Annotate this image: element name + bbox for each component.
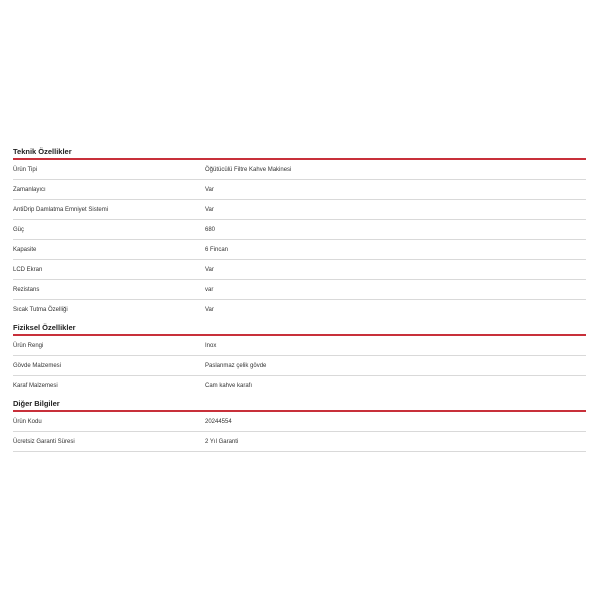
spec-label: Ürün Kodu [13,418,42,425]
spec-label: Ürün Rengi [13,342,44,349]
spec-label: Sıcak Tutma Özelliği [13,306,68,313]
spec-label: Kapasite [13,246,37,253]
spec-row-power [13,220,586,240]
section-title: Teknik Özellikler [13,144,586,160]
section-physical-specs [13,320,586,395]
spec-label: Karaf Malzemesi [13,382,58,389]
spec-value: Var [205,306,214,313]
spec-label: Gövde Malzemesi [13,362,62,369]
spec-value: var [205,286,214,293]
spec-value: Cam kahve karafı [205,382,253,389]
spec-value: 6 Fincan [205,246,229,253]
spec-row-color [13,336,586,356]
spec-row-lcd-screen [13,260,586,280]
spec-value: Var [205,186,214,193]
spec-label: Ücretsiz Garanti Süresi [13,438,75,445]
spec-label: Zamanlayıcı [13,186,46,193]
spec-row-product-code [13,412,586,432]
spec-row-antidrip [13,200,586,220]
spec-value: Öğütücülü Filtre Kahve Makinesi [205,166,292,173]
product-specifications [13,144,586,452]
spec-value: 680 [205,226,216,233]
spec-label: Ürün Tipi [13,166,38,173]
spec-label: LCD Ekran [13,266,43,273]
spec-row-product-type [13,160,586,180]
section-technical-specs [13,144,586,319]
spec-row-resistance [13,280,586,300]
spec-label: Rezistans [13,286,40,293]
spec-label: AntiDrip Damlatma Emniyet Sistemi [13,206,109,213]
spec-row-carafe-material [13,376,586,395]
spec-value: Var [205,266,214,273]
spec-value: Inox [205,342,217,349]
spec-value: Paslanmaz çelik gövde [205,362,267,369]
spec-row-keep-warm [13,300,586,319]
spec-row-warranty [13,432,586,452]
spec-value: 2 Yıl Garanti [205,438,239,445]
spec-row-timer [13,180,586,200]
spec-row-capacity [13,240,586,260]
spec-value: 20244554 [205,418,232,425]
section-title: Fiziksel Özellikler [13,320,586,336]
spec-row-body-material [13,356,586,376]
spec-value: Var [205,206,214,213]
section-title: Diğer Bilgiler [13,396,586,412]
section-other-info [13,396,586,452]
spec-label: Güç [13,226,25,233]
